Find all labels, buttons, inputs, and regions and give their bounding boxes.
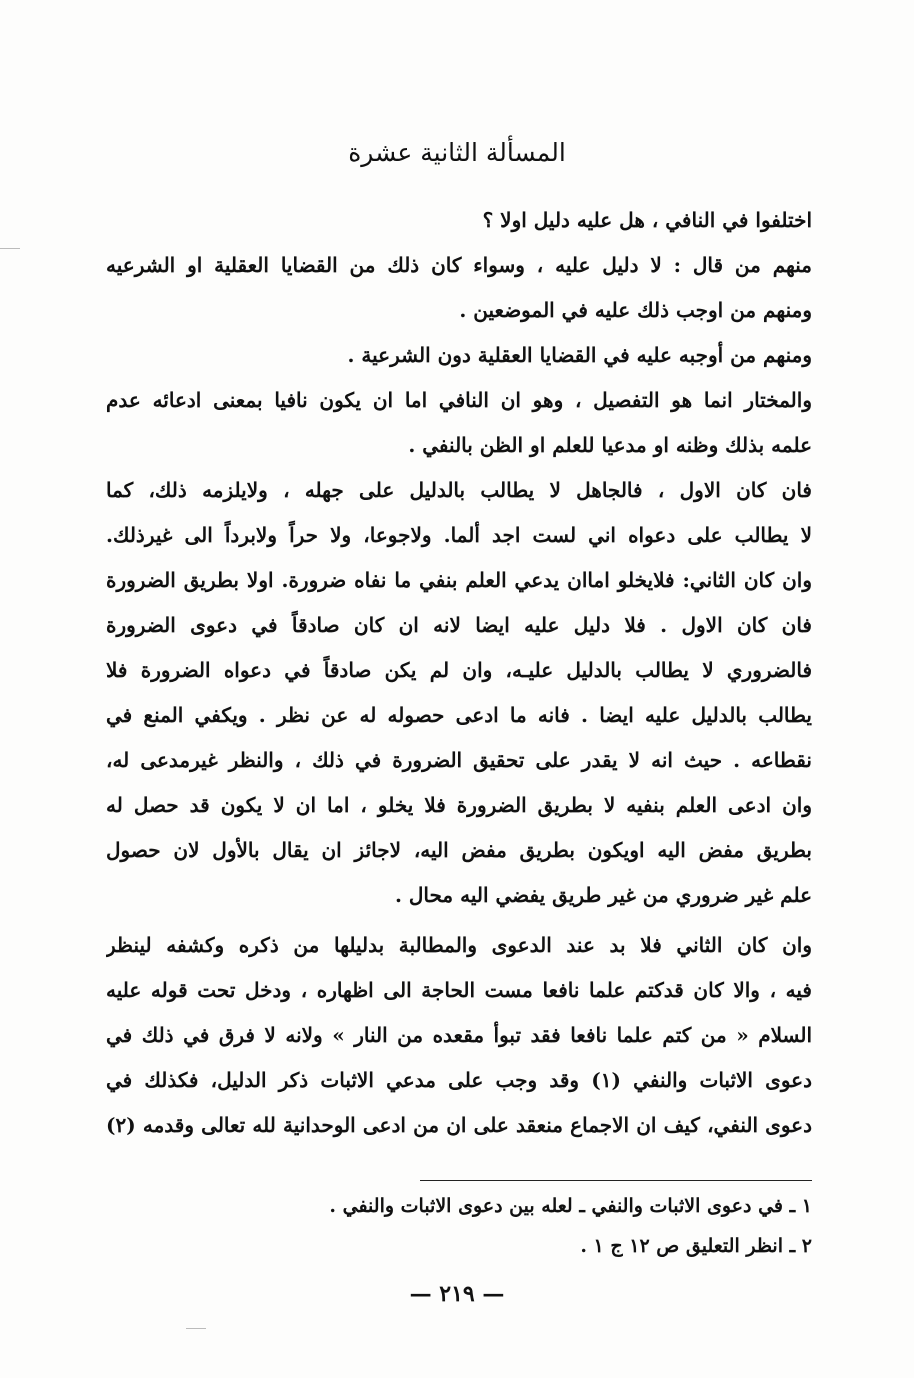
text-line: ومنهم من اوجب ذلك عليه في الموضعين . — [459, 298, 812, 322]
text-line: وان كان الثاني فلا بد عند الدعوى والمطالبة بدليلها من ذكره وكشفه لينظر — [106, 933, 812, 957]
footnote: ١ ـ في دعوى الاثبات والنفي ـ لعله بين دعوى الاثبات والنفي . — [329, 1195, 812, 1217]
scan-mark — [0, 248, 20, 249]
footnote: ٢ ـ انظر التعليق ص ١٢ ج ١ . — [580, 1235, 812, 1257]
text-line: فان كان الاول ، فالجاهل لا يطالب بالدليل على جهله ، ولايلزمه ذلك، كما — [106, 478, 812, 502]
text-line: دعوى الاثبات والنفي (١) وقد وجب على مدعي الاثبات ذكر الدليل، فكذلك في — [106, 1068, 812, 1092]
text-line: السلام « من كتم علما نافعا فقد تبوأ مقعده من النار » ولانه لا فرق في ذلك في — [106, 1023, 812, 1047]
text-line: اختلفوا في النافي ، هل عليه دليل اولا ؟ — [482, 208, 812, 232]
footnote-divider — [420, 1180, 812, 1181]
text-line: والمختار انما هو التفصيل ، وهو ان النافي اما ان يكون نافيا بمعنى ادعائه عدم — [106, 388, 812, 412]
text-line: منهم من قال : لا دليل عليه ، وسواء كان ذلك من القضايا العقلية او الشرعيه — [106, 253, 812, 277]
text-line: دعوى النفي، كيف ان الاجماع منعقد على ان من ادعى الوحدانية لله تعالى وقدمه (٢) — [106, 1113, 812, 1137]
text-line: نقطاعه . حيث انه لا يقدر على تحقيق الضرورة في ذلك ، والنظر غيرمدعى له، — [106, 748, 812, 772]
text-line: علم غير ضروري من غير طريق يفضي اليه محال . — [394, 883, 812, 907]
footnotes — [106, 1186, 812, 1266]
text-line: فيه ، والا كان قدكتم علما نافعا مست الحاجة الى اظهاره ، ودخل تحت قوله عليه — [106, 978, 812, 1002]
text-line: علمه بذلك وظنه او مدعيا للعلم او الظن بالنفي . — [408, 433, 812, 457]
text-line: وان ادعى العلم بنفيه لا بطريق الضرورة فلا يخلو ، اما ان لا يكون قد حصل له — [106, 793, 812, 817]
text-line: ومنهم من أوجبه عليه في القضايا العقلية دون الشرعية . — [347, 343, 812, 367]
text-line: فالضروري لا يطالب بالدليل عليـه، وان لم يكن صادقاً في دعواه الضرورة فلا — [106, 658, 812, 682]
text-line: يطالب بالدليل عليه ايضا . فانه ما ادعى حصوله له عن نظر . ويكفي المنع في — [106, 703, 812, 727]
page-number: — ٢١٩ — — [409, 1281, 505, 1307]
page-heading: المسألة الثانية عشرة — [348, 138, 566, 167]
text-line: وان كان الثاني: فلايخلو اماان يدعي العلم بنفي ما نفاه ضرورة. اولا بطريق الضرورة — [106, 568, 812, 592]
body-text — [106, 198, 812, 1148]
text-line: فان كان الاول . فلا دليل عليه ايضا لانه ان كان صادقاً في دعوى الضرورة — [106, 613, 812, 637]
scan-mark — [186, 1328, 206, 1329]
text-line: لا يطالب على دعواه اني لست اجد ألما. ولاجوعا، ولا حراً ولابرداً الى غيرذلك. — [106, 523, 812, 547]
text-line: بطريق مفض اليه اويكون بطريق مفض اليه، لاجائز ان يقال بالأول لان حصول — [106, 838, 812, 862]
